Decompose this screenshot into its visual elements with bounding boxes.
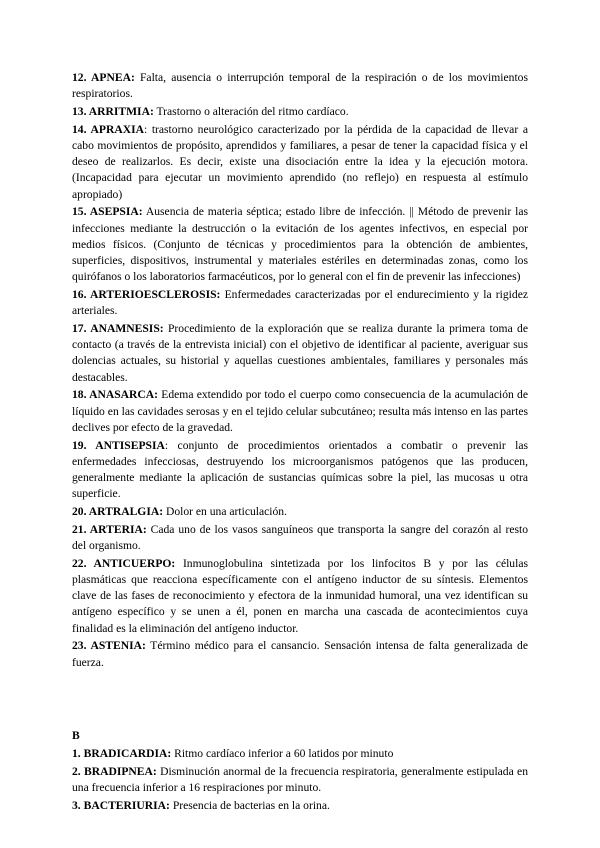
entry-term: 3. BACTERIURIA: bbox=[72, 799, 170, 813]
entry-definition: Enfermedades caracterizadas por el endurecimiento y la rigidez arteriales. bbox=[72, 288, 528, 318]
entry-term: 18. ANASARCA: bbox=[72, 388, 159, 402]
glossary-entry-arritmia bbox=[72, 104, 528, 120]
glossary-entry-bradicardia bbox=[72, 746, 528, 762]
glossary-entry-anasarca bbox=[72, 387, 528, 436]
entry-definition: Falta, ausencia o interrupción temporal de la respiración o de los movimientos respiratorios. bbox=[72, 71, 528, 101]
entry-term: 13. ARRITMIA: bbox=[72, 105, 154, 118]
section-spacer bbox=[72, 672, 528, 728]
entry-term: 16. ARTERIOESCLEROSIS: bbox=[72, 288, 221, 302]
glossary-entry-arterioesclerosis bbox=[72, 287, 528, 319]
entry-definition: : trastorno neurológico caracterizado por la pérdida de la capacidad de llevar a cabo movimientos de propósito, aprendidos y familiares, a pesar de tener la capacidad física y el deseo de realizarlos. Es decir, existe una disociación entre la idea y la ejecución motora. (Incapacidad para ejecutar un movimiento aprendido (no reflejo) en respuesta al estímulo apropiado) bbox=[72, 122, 528, 201]
entry-term: 12. APNEA: bbox=[72, 71, 135, 84]
entry-definition: Inmunoglobulina sintetizada por los linfocitos B y por las células plasmáticas que reacciona específicamente con el antígeno inductor de su síntesis. Elementos clave de las fases de reconocimiento y efectora de la inmunidad humoral, una vez identifican su antígeno específico y se unen a él, ponen en marcha una cascada de acontecimientos cuya finalidad es la eliminación del antígeno inductor. bbox=[72, 556, 528, 635]
entry-term: 14. APRAXIA bbox=[72, 122, 144, 136]
entry-term: 22. ANTICUERPO: bbox=[72, 556, 176, 570]
entry-term: 23. ASTENIA: bbox=[72, 639, 146, 653]
entry-term: 20. ARTRALGIA: bbox=[72, 505, 164, 519]
entry-definition: Cada uno de los vasos sanguíneos que transporta la sangre del corazón al resto del organismo. bbox=[72, 522, 529, 553]
entry-definition: Dolor en una articulación. bbox=[163, 505, 288, 519]
glossary-entry-astenia bbox=[72, 638, 528, 670]
glossary-entry-bacteriuria bbox=[72, 798, 528, 814]
glossary-entry-arteria bbox=[72, 522, 528, 554]
entry-term: 21. ARTERIA: bbox=[72, 522, 147, 536]
glossary-entry-bradipnea bbox=[72, 764, 528, 796]
entry-definition: Término médico para el cansancio. Sensación intensa de falta generalizada de fuerza. bbox=[72, 639, 529, 669]
section-heading-b: B bbox=[72, 729, 80, 743]
glossary-entry-anamnesis bbox=[72, 321, 528, 386]
entry-definition: Ausencia de materia séptica; estado libre de infección. || Método de prevenir las infecciones mediante la destrucción o la evitación de los agentes infectivos, en especial por medios físicos. (Conjunto de técnicas y procedimientos para la obtención de ambientes, superficies, dispositivos, instrumental y materiales estériles en determinadas zonas, como los quirófanos o los laboratorios farmacéuticos, por lo general con el fin de prevenir las infecciones) bbox=[72, 205, 528, 284]
glossary-entry-apraxia bbox=[72, 122, 528, 203]
entry-term: 2. BRADIPNEA: bbox=[72, 765, 157, 779]
glossary-entry-asepsia bbox=[72, 204, 528, 285]
entry-term: 19. ANTISEPSIA bbox=[72, 438, 165, 452]
entry-term: 1. BRADICARDIA: bbox=[72, 747, 172, 761]
entry-definition: Presencia de bacterias en la orina. bbox=[169, 799, 330, 813]
entry-term: 15. ASEPSIA: bbox=[72, 205, 143, 219]
section-a bbox=[72, 70, 528, 671]
entry-term: 17. ANAMNESIS: bbox=[72, 322, 164, 336]
entry-definition: : conjunto de procedimientos orientados a combatir o prevenir las enfermedades infecciosas, destruyendo los microorganismos patógenos que las producen, generalmente mediante la aplicación de sustancias químicas sobre la piel, las mucosas u otra superficie. bbox=[72, 438, 529, 501]
glossary-entry-apnea bbox=[72, 70, 528, 102]
entry-definition: Procedimiento de la exploración que se realiza durante la primera toma de contacto (a través de la entrevista inicial) con el objetivo de identificar al paciente, averiguar sus dolencias actuales, su historial y aquellas cuestiones ambientales, familiares y personales más destacables. bbox=[72, 322, 528, 384]
entry-definition: Edema extendido por todo el cuerpo como consecuencia de la acumulación de líquido en las cavidades serosas y en el tejido celular subcutáneo; resulta más intenso en las partes declives por efecto de la gravedad. bbox=[72, 388, 529, 434]
glossary-entry-artralgia bbox=[72, 504, 528, 520]
entry-definition: Disminución anormal de la frecuencia respiratoria, generalmente estipulada en una frecuencia inferior a 16 respiraciones por minuto. bbox=[72, 765, 528, 795]
entry-definition: Trastorno o alteración del ritmo cardíaco. bbox=[153, 105, 349, 118]
glossary-entry-antisepsia bbox=[72, 438, 528, 503]
document-page bbox=[72, 70, 528, 816]
entry-definition: Ritmo cardíaco inferior a 60 latidos por minuto bbox=[171, 747, 394, 761]
section-b bbox=[72, 728, 528, 814]
glossary-entry-anticuerpo bbox=[72, 556, 528, 637]
